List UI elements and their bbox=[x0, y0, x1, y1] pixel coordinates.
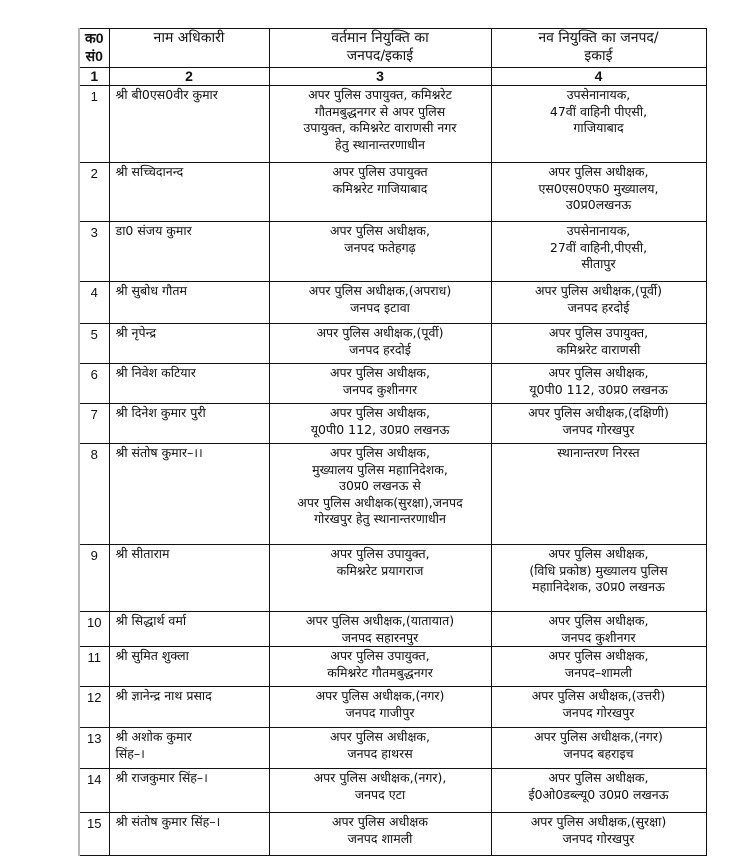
new-posting-cell-line: अपर पुलिस अधीक्षक, bbox=[548, 365, 649, 380]
serial-number-cell: 1 bbox=[79, 86, 109, 163]
serial-number-cell: 10 bbox=[79, 612, 109, 647]
current-posting-cell-line: उपायुक्त, कमिश्नरेट वाराणसी नगर bbox=[303, 120, 457, 135]
current-posting-cell-line: अपर पुलिस अधीक्षक,(नगर), bbox=[313, 770, 447, 785]
officer-name-cell-line: डा0 संजय कुमार bbox=[115, 223, 192, 238]
current-posting-cell-line: अपर पुलिस अधीक्षक, bbox=[330, 729, 430, 744]
current-posting-cell-line: अपर पुलिस अधीक्षक,(नगर) bbox=[315, 688, 445, 703]
current-posting-cell-line: कमिश्नरेट गाजियाबाद bbox=[332, 180, 428, 196]
current-posting-cell bbox=[269, 282, 491, 324]
current-posting-cell-line: अपर पुलिस उपायुक्त bbox=[332, 164, 428, 179]
current-posting-cell bbox=[269, 444, 491, 545]
table-row bbox=[79, 444, 706, 545]
column-number: 2 bbox=[109, 68, 269, 86]
serial-number-cell: 5 bbox=[79, 324, 109, 364]
header-new-line: इकाई bbox=[584, 48, 613, 64]
new-posting-cell-line: अपर पुलिस अधीक्षक, bbox=[548, 648, 649, 663]
officer-name-cell bbox=[109, 222, 269, 282]
current-posting-cell bbox=[269, 324, 491, 364]
officer-name-cell-line: श्री ज्ञानेन्द्र नाथ प्रसाद bbox=[115, 688, 212, 703]
new-posting-cell-line: जनपद बहराइच bbox=[563, 745, 634, 761]
new-posting-cell-line: ई0ओ0डब्ल्यू0 उ0प्र0 लखनऊ bbox=[528, 786, 669, 802]
table-row bbox=[79, 86, 706, 163]
header-serial-line: क0 bbox=[84, 30, 104, 46]
serial-number-cell: 9 bbox=[79, 545, 109, 612]
current-posting-cell-line: अपर पुलिस उपायुक्त, bbox=[330, 648, 430, 663]
officer-name-cell bbox=[109, 545, 269, 612]
new-posting-cell bbox=[491, 647, 706, 687]
header-new-line: नव नियुक्ति का जनपद/ bbox=[538, 30, 659, 46]
header-current-posting bbox=[269, 29, 491, 68]
serial-number-cell: 7 bbox=[79, 404, 109, 444]
table-row bbox=[79, 324, 706, 364]
new-posting-cell-line: जनपद गोरखपुर bbox=[562, 421, 635, 437]
current-posting-cell bbox=[269, 364, 491, 404]
current-posting-cell bbox=[269, 545, 491, 612]
serial-number-cell: 12 bbox=[79, 687, 109, 728]
current-posting-cell bbox=[269, 728, 491, 769]
new-posting-cell bbox=[491, 86, 706, 163]
current-posting-cell-line: जनपद एटा bbox=[354, 786, 406, 802]
officer-name-cell bbox=[109, 647, 269, 687]
table-row bbox=[79, 222, 706, 282]
serial-number-cell: 8 bbox=[79, 444, 109, 545]
new-posting-cell-line: जनपद–शामली bbox=[564, 664, 633, 680]
officer-name-cell-line: श्री सच्चिदानन्द bbox=[115, 164, 184, 179]
new-posting-cell bbox=[491, 444, 706, 545]
current-posting-cell-line: कमिश्नरेट प्रयागराज bbox=[336, 562, 424, 578]
table-row bbox=[79, 612, 706, 647]
header-officer-name bbox=[109, 29, 269, 68]
officer-name-cell-line: श्री सिद्धार्थ वर्मा bbox=[115, 613, 187, 628]
new-posting-cell-line: अपर पुलिस अधीक्षक, bbox=[548, 770, 649, 785]
officer-name-cell bbox=[109, 324, 269, 364]
officer-name-cell-line: श्री अशोक कुमार bbox=[115, 729, 192, 744]
current-posting-cell-line: हेतु स्थानान्तरणाधीन bbox=[335, 136, 425, 152]
current-posting-cell bbox=[269, 163, 491, 222]
new-posting-cell bbox=[491, 612, 706, 647]
new-posting-cell-line: अपर पुलिस अधीक्षक,(सुरक्षा) bbox=[530, 814, 667, 829]
new-posting-cell bbox=[491, 687, 706, 728]
new-posting-cell bbox=[491, 282, 706, 324]
column-number: 3 bbox=[269, 68, 491, 86]
new-posting-cell-line: स्थानान्तरण निरस्त bbox=[557, 445, 640, 460]
new-posting-cell-line: जनपद कुशीनगर bbox=[561, 629, 636, 645]
header-current-line: जनपद/इकाई bbox=[346, 48, 414, 64]
serial-number-cell: 11 bbox=[79, 647, 109, 687]
new-posting-cell-line: अपर पुलिस अधीक्षक, bbox=[548, 613, 649, 628]
serial-number-cell: 4 bbox=[79, 282, 109, 324]
current-posting-cell bbox=[269, 222, 491, 282]
current-posting-cell bbox=[269, 769, 491, 813]
new-posting-cell-line: अपर पुलिस अधीक्षक,(पूर्वी) bbox=[534, 283, 663, 298]
officer-name-cell-line: श्री बी0एस0वीर कुमार bbox=[115, 87, 218, 102]
column-number: 4 bbox=[491, 68, 706, 86]
new-posting-cell bbox=[491, 163, 706, 222]
officer-name-cell-line: श्री संतोष कुमार–।। bbox=[115, 445, 203, 460]
new-posting-cell-line: जनपद हरदोई bbox=[567, 299, 630, 315]
new-posting-cell-line: 27वीं वाहिनी,पीएसी, bbox=[549, 239, 648, 255]
new-posting-cell-line: एस0एस0एफ0 मुख्यालय, bbox=[538, 180, 659, 196]
current-posting-cell bbox=[269, 612, 491, 647]
officer-name-cell bbox=[109, 728, 269, 769]
officer-name-cell bbox=[109, 612, 269, 647]
officer-name-cell bbox=[109, 444, 269, 545]
new-posting-cell bbox=[491, 728, 706, 769]
current-posting-cell-line: अपर पुलिस अधीक्षक,(यातायात) bbox=[305, 613, 455, 628]
current-posting-cell-line: अपर पुलिस अधीक्षक, bbox=[330, 405, 430, 420]
new-posting-cell-line: महाानिदेशक, उ0प्र0 लखनऊ bbox=[532, 579, 665, 594]
current-posting-cell-line: अपर पुलिस अधीक्षक, bbox=[330, 445, 430, 460]
new-posting-cell bbox=[491, 545, 706, 612]
table-row bbox=[79, 404, 706, 444]
current-posting-cell-line: कमिश्नरेट गौतमबुद्धनगर bbox=[327, 664, 433, 680]
table-body bbox=[79, 86, 706, 856]
officer-name-cell-line: श्री सीताराम bbox=[115, 546, 170, 561]
officer-name-cell-line: श्री राजकुमार सिंह–। bbox=[115, 770, 208, 785]
new-posting-cell-line: जनपद गोरखपुर bbox=[562, 704, 635, 720]
current-posting-cell-line: अपर पुलिस अधीक्षक,(अपराध) bbox=[308, 283, 452, 298]
current-posting-cell-line: मुख्यालय पुलिस महाानिदेशक, bbox=[312, 461, 448, 477]
new-posting-cell bbox=[491, 324, 706, 364]
new-posting-cell-line: सीतापुर bbox=[581, 256, 616, 271]
current-posting-cell-line: जनपद सहारनपुर bbox=[341, 629, 419, 645]
new-posting-cell bbox=[491, 364, 706, 404]
table-row bbox=[79, 728, 706, 769]
officer-transfer-table bbox=[78, 28, 707, 856]
serial-number-cell: 2 bbox=[79, 163, 109, 222]
current-posting-cell bbox=[269, 647, 491, 687]
new-posting-cell-line: गाजियाबाद bbox=[573, 120, 624, 135]
current-posting-cell-line: अपर पुलिस उपायुक्त, bbox=[330, 546, 430, 561]
table-row bbox=[79, 769, 706, 813]
new-posting-cell-line: उ0प्र0लखनऊ bbox=[565, 197, 632, 212]
new-posting-cell-line: अपर पुलिस अधीक्षक,(नगर) bbox=[534, 729, 663, 744]
current-posting-cell-line: यू0पी0 112, उ0प्र0 लखनऊ bbox=[310, 421, 450, 437]
header-serial-line: सं0 bbox=[85, 48, 103, 64]
current-posting-cell bbox=[269, 404, 491, 444]
table-row bbox=[79, 364, 706, 404]
new-posting-cell-line: उपसेनानायक, bbox=[566, 87, 631, 102]
current-posting-cell bbox=[269, 813, 491, 856]
new-posting-cell-line: जनपद गोरखपुर bbox=[562, 830, 635, 846]
serial-number-cell: 6 bbox=[79, 364, 109, 404]
header-current-line: वर्तमान नियुक्ति का bbox=[331, 30, 429, 46]
officer-name-cell bbox=[109, 163, 269, 222]
new-posting-cell bbox=[491, 813, 706, 856]
current-posting-cell-line: जनपद शामली bbox=[347, 830, 413, 846]
header-new-posting bbox=[491, 29, 706, 68]
current-posting-cell-line: जनपद हाथरस bbox=[347, 745, 413, 761]
officer-name-cell-line: श्री संतोष कुमार सिंह–। bbox=[115, 814, 221, 829]
current-posting-cell-line: अपर पुलिस अधीक्षक,(पूर्वी) bbox=[316, 325, 444, 340]
officer-name-cell-line: श्री सुमित शुक्ला bbox=[115, 648, 189, 663]
current-posting-cell-line: उ0प्र0 लखनऊ से bbox=[339, 478, 421, 493]
officer-name-cell-line: श्री निवेश कटियार bbox=[115, 365, 196, 380]
new-posting-cell-line: 47वीं वाहिनी पीएसी, bbox=[549, 103, 648, 119]
current-posting-cell-line: अपर पुलिस उपायुक्त, कमिश्नरेट bbox=[308, 87, 452, 102]
current-posting-cell-line: अपर पुलिस अधीक्षक bbox=[331, 814, 428, 829]
officer-name-cell bbox=[109, 769, 269, 813]
serial-number-cell: 3 bbox=[79, 222, 109, 282]
new-posting-cell-line: अपर पुलिस अधीक्षक,(दक्षिणी) bbox=[528, 405, 669, 420]
current-posting-cell-line: जनपद फतेहगढ़ bbox=[344, 239, 416, 255]
officer-name-cell-line: श्री दिनेश कुमार पुरी bbox=[115, 405, 206, 420]
serial-number-cell: 13 bbox=[79, 728, 109, 769]
current-posting-cell-line: गौतमबुद्धनगर से अपर पुलिस bbox=[314, 103, 446, 119]
table-row bbox=[79, 647, 706, 687]
current-posting-cell-line: जनपद कुशीनगर bbox=[342, 381, 418, 397]
officer-name-cell bbox=[109, 813, 269, 856]
new-posting-cell-line: अपर पुलिस अधीक्षक,(उत्तरी) bbox=[531, 688, 666, 703]
current-posting-cell-line: अपर पुलिस अधीक्षक(सुरक्षा),जनपद bbox=[297, 494, 463, 510]
current-posting-cell bbox=[269, 687, 491, 728]
new-posting-cell-line: कमिश्नरेट वाराणसी bbox=[556, 341, 641, 357]
current-posting-cell bbox=[269, 86, 491, 163]
officer-name-cell bbox=[109, 364, 269, 404]
new-posting-cell-line: यू0पी0 112, उ0प्र0 लखनऊ bbox=[529, 381, 668, 397]
new-posting-cell bbox=[491, 404, 706, 444]
table-row bbox=[79, 813, 706, 856]
column-number: 1 bbox=[79, 68, 109, 86]
header-row bbox=[79, 29, 706, 68]
new-posting-cell-line: उपसेनानायक, bbox=[566, 223, 631, 238]
officer-name-cell-line: श्री सुबोध गौतम bbox=[115, 283, 187, 298]
current-posting-cell-line: जनपद गाजीपुर bbox=[345, 704, 415, 720]
new-posting-cell-line: अपर पुलिस उपायुक्त, bbox=[548, 325, 649, 340]
new-posting-cell bbox=[491, 222, 706, 282]
serial-number-cell: 14 bbox=[79, 769, 109, 813]
table-row bbox=[79, 282, 706, 324]
officer-name-cell-line: श्री नृपेन्द्र bbox=[115, 325, 157, 340]
table-row bbox=[79, 545, 706, 612]
officer-name-cell bbox=[109, 86, 269, 163]
new-posting-cell-line: (विधि प्रकोष्ठ) मुख्यालय पुलिस bbox=[529, 562, 668, 578]
new-posting-cell-line: अपर पुलिस अधीक्षक, bbox=[548, 546, 649, 561]
new-posting-cell bbox=[491, 769, 706, 813]
officer-name-cell bbox=[109, 404, 269, 444]
new-posting-cell-line: अपर पुलिस अधीक्षक, bbox=[548, 164, 649, 179]
header-serial-number bbox=[79, 29, 109, 68]
current-posting-cell-line: गोरखपुर हेतु स्थानान्तरणाधीन bbox=[314, 511, 446, 526]
current-posting-cell-line: जनपद हरदोई bbox=[349, 341, 411, 357]
current-posting-cell-line: अपर पुलिस अधीक्षक, bbox=[330, 365, 430, 380]
header-name-line: नाम अधिकारी bbox=[153, 30, 225, 46]
column-number-row bbox=[79, 68, 706, 86]
serial-number-cell: 15 bbox=[79, 813, 109, 856]
current-posting-cell-line: अपर पुलिस अधीक्षक, bbox=[330, 223, 430, 238]
officer-name-cell bbox=[109, 687, 269, 728]
table-row bbox=[79, 687, 706, 728]
table-row bbox=[79, 163, 706, 222]
current-posting-cell-line: जनपद इटावा bbox=[350, 299, 410, 315]
officer-name-cell-line: सिंह–। bbox=[115, 745, 145, 761]
officer-name-cell bbox=[109, 282, 269, 324]
